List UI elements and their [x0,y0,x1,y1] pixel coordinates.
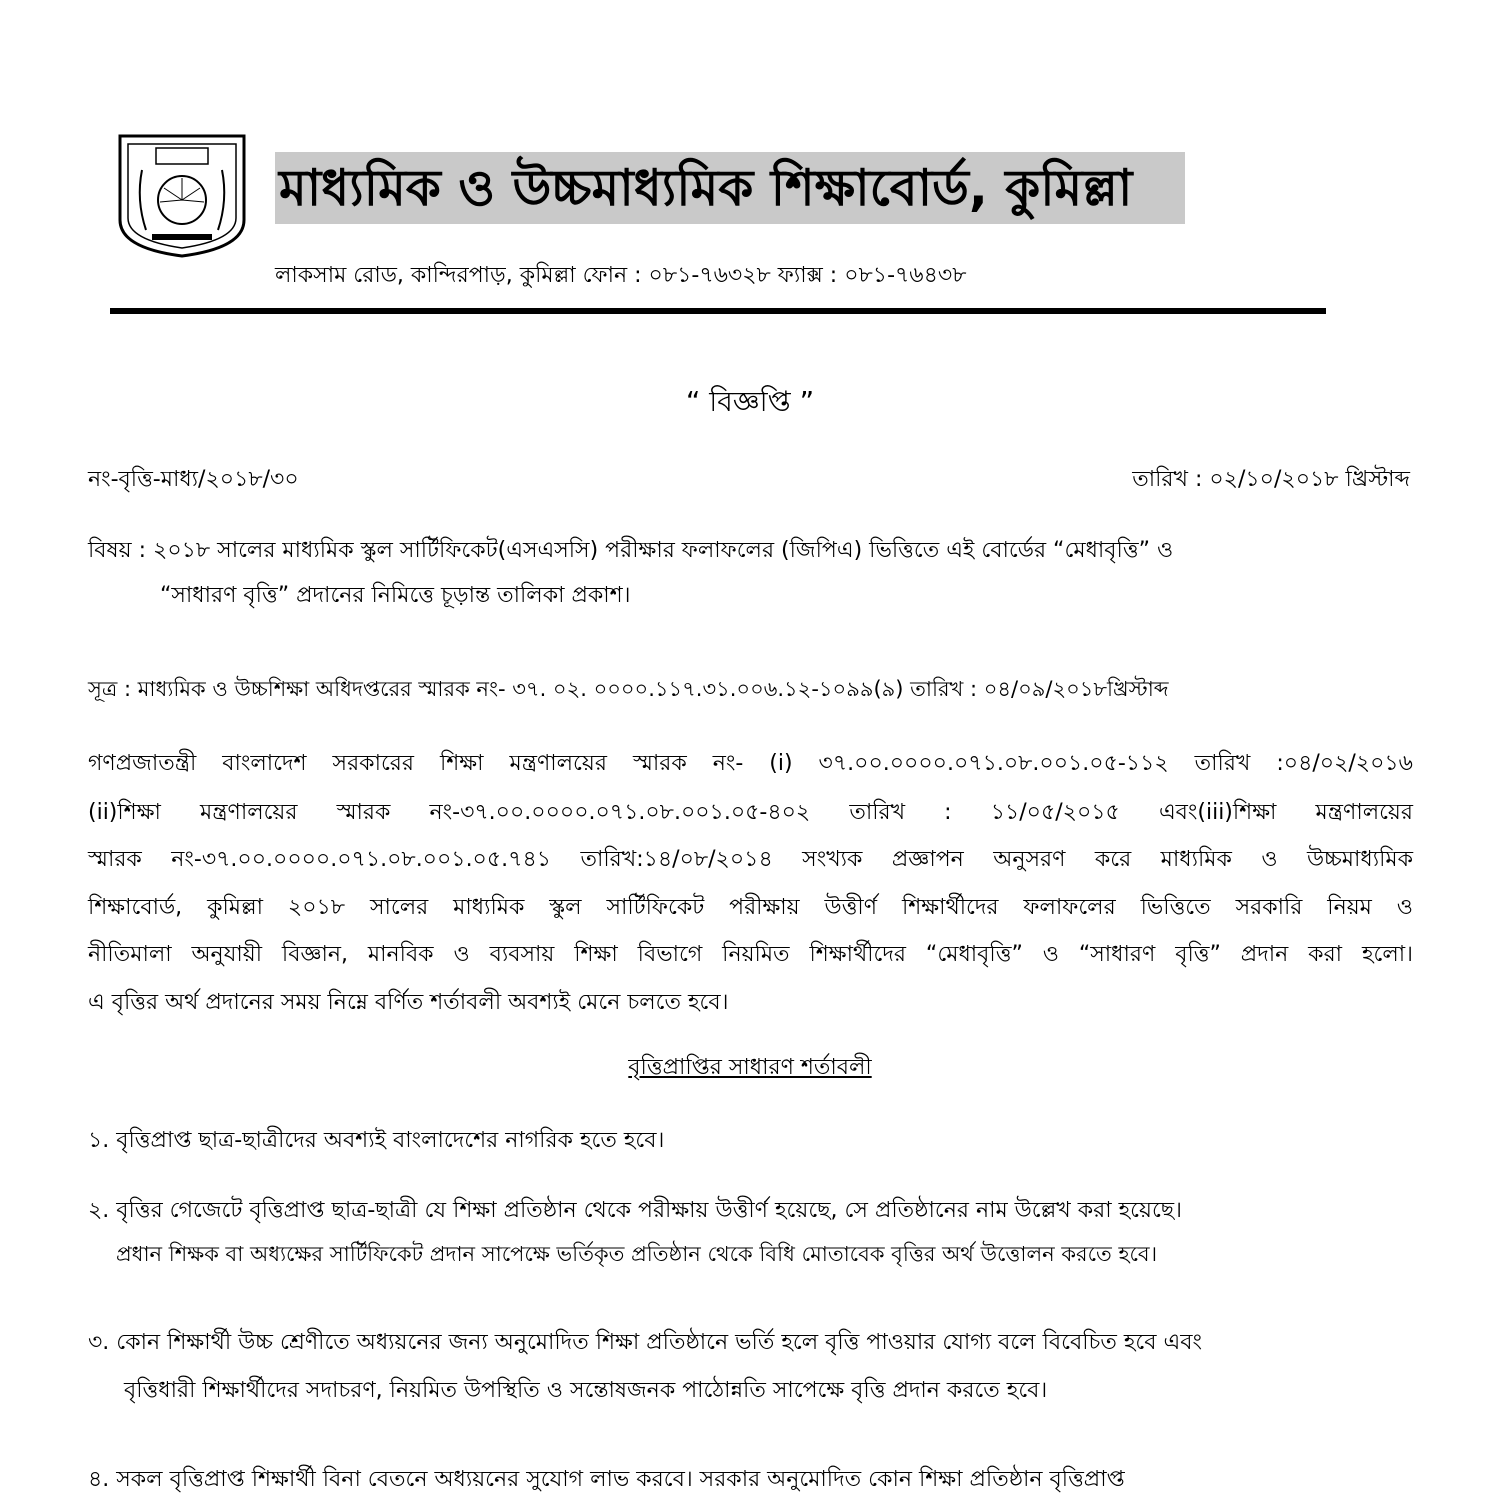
condition-2-cont: প্রধান শিক্ষক বা অধ্যক্ষের সার্টিফিকেট প্রদান সাপেক্ষে ভর্তিকৃত প্রতিষ্ঠান থেকে বিধি মোতাবেক বৃত্তির অর্থ উত্তোলন করতে হবে। [116,1242,1158,1266]
notice-title: “ বিজ্ঞপ্তি ” [685,385,815,418]
board-address: লাকসাম রোড, কান্দিরপাড়, কুমিল্লা ফোন : ০৮১-৭৬৩২৮ ফ্যাক্স : ০৮১-৭৬৪৩৮ [275,263,967,288]
subject-line-1: বিষয় : ২০১৮ সালের মাধ্যমিক স্কুল সার্টিফিকেট(এসএসসি) পরীক্ষার ফলাফলের (জিপিএ) ভিত্তিতে এই বোর্ডের “মেধাবৃত্তি” ও [88,538,1174,563]
conditions-heading-text: বৃত্তিপ্রাপ্তির সাধারণ শর্তাবলী [628,1055,872,1080]
board-logo [112,130,252,260]
memo-number: নং-বৃত্তি-মাধ্য/২০১৮/৩০ [88,467,299,492]
body-line: স্মারক নং-৩৭.০০.০০০০.০৭১.০৮.০০১.০৫.৭৪১ তারিখ:১৪/০৮/২০১৪ সংখ্যক প্রজ্ঞাপন অনুসরণ করে মাধ্যমিক ও উচ্চমাধ্যমিক [88,847,1413,872]
subject-line-2: “সাধারণ বৃত্তি” প্রদানের নিমিত্তে চূড়ান্ত তালিকা প্রকাশ। [160,583,631,608]
body-line: নীতিমালা অনুযায়ী বিজ্ঞান, মানবিক ও ব্যবসায় শিক্ষা বিভাগে নিয়মিত শিক্ষার্থীদের “মেধাবৃত্তি” ও “সাধারণ বৃত্তি” প্রদান করা হলো। [88,942,1413,967]
condition-2: ২. বৃত্তির গেজেটে বৃত্তিপ্রাপ্ত ছাত্র-ছাত্রী যে শিক্ষা প্রতিষ্ঠান থেকে পরীক্ষায় উত্তীর্ণ হয়েছে, সে প্রতিষ্ঠানের নাম উল্লেখ করা হয়েছে। [88,1198,1182,1223]
condition-1: ১. বৃত্তিপ্রাপ্ত ছাত্র-ছাত্রীদের অবশ্যই বাংলাদেশের নাগরিক হতে হবে। [88,1128,665,1153]
reference: সূত্র : মাধ্যমিক ও উচ্চশিক্ষা অধিদপ্তরের স্মারক নং- ৩৭. ০২. ০০০০.১১৭.৩১.০০৬.১২-১০৯৯(৯) তারিখ : ০৪/০৯/২০১৮খ্রিস্টাব্দ [88,677,1169,701]
condition-4: ৪. সকল বৃত্তিপ্রাপ্ত শিক্ষার্থী বিনা বেতনে অধ্যয়নের সুযোগ লাভ করবে। সরকার অনুমোদিত কোন শিক্ষা প্রতিষ্ঠান বৃত্তিপ্রাপ্ত [88,1467,1125,1492]
condition-3: ৩. কোন শিক্ষার্থী উচ্চ শ্রেণীতে অধ্যয়নের জন্য অনুমোদিত শিক্ষা প্রতিষ্ঠানে ভর্তি হলে বৃত্তি পাওয়ার যোগ্য বলে বিবেচিত হবে এবং [88,1330,1202,1355]
body-line: এ বৃত্তির অর্থ প্রদানের সময় নিম্নে বর্ণিত শর্তাবলী অবশ্যই মেনে চলতে হবে। [88,990,729,1015]
board-title: মাধ্যমিক ও উচ্চমাধ্যমিক শিক্ষাবোর্ড, কুমিল্লা [275,152,1185,224]
body-line: (ii)শিক্ষা মন্ত্রণালয়ের স্মারক নং-৩৭.০০.০০০০.০৭১.০৮.০০১.০৫-৪০২ তারিখ : ১১/০৫/২০১৫ এবং(iii)শিক্ষা মন্ত্রণালয়ের [88,800,1413,825]
header-divider [110,308,1326,314]
body-line: শিক্ষাবোর্ড, কুমিল্লা ২০১৮ সালের মাধ্যমিক স্কুল সার্টিফিকেট পরীক্ষায় উত্তীর্ণ শিক্ষার্থীদের ফলাফলের ভিত্তিতে সরকারি নিয়ম ও [88,895,1413,920]
body-line: গণপ্রজাতন্ত্রী বাংলাদেশ সরকারের শিক্ষা মন্ত্রণালয়ের স্মারক নং- (i) ৩৭.০০.০০০০.০৭১.০৮.০০১.০৫-১১২ তারিখ :০৪/০২/২০১৬ [88,751,1413,776]
condition-3-cont: বৃত্তিধারী শিক্ষার্থীদের সদাচরণ, নিয়মিত উপস্থিতি ও সন্তোষজনক পাঠোন্নতি সাপেক্ষে বৃত্তি প্রদান করতে হবে। [124,1378,1048,1403]
conditions-heading [0,1050,1500,1087]
notice-date: তারিখ : ০২/১০/২০১৮ খ্রিস্টাব্দ [1132,467,1410,492]
